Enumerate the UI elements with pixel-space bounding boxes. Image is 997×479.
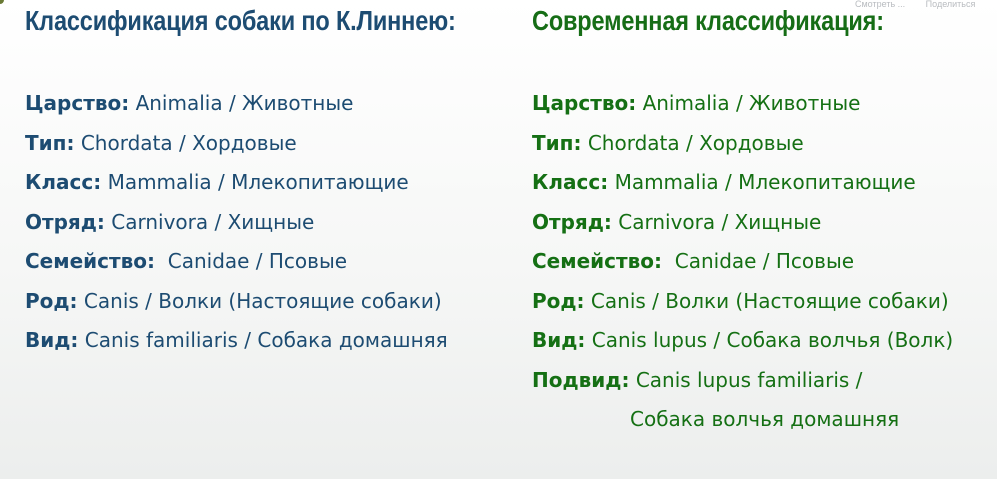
rank-row-family <box>25 246 448 286</box>
linnaeus-title: Классификация собаки по К.Линнею: <box>25 5 456 36</box>
rank-value: Canis familiaris / Собака домашняя <box>84 328 448 352</box>
rank-row-order <box>532 207 953 247</box>
rank-label: Род: <box>532 288 585 313</box>
rank-row-phylum <box>532 128 953 168</box>
rank-label: Класс: <box>532 170 609 194</box>
corner-mark <box>0 0 4 4</box>
rank-row-kingdom <box>532 88 953 128</box>
subspecies-continuation <box>532 404 953 444</box>
linnaeus-rank-list <box>25 88 448 365</box>
modern-title: Современная классификация: <box>532 5 884 36</box>
rank-value: Canidae / Псовые <box>674 249 855 273</box>
rank-value: Animalia / Животные <box>642 91 861 115</box>
rank-label: Класс: <box>25 170 102 194</box>
rank-value: Canis / Волки (Настоящие собаки) <box>83 288 442 313</box>
rank-value: Chordata / Хордовые <box>80 130 297 155</box>
rank-row-kingdom <box>25 88 448 128</box>
rank-row-species <box>25 325 448 365</box>
rank-label: Род: <box>25 288 78 313</box>
rank-label: Царство: <box>532 91 637 115</box>
rank-value: Carnivora / Хищные <box>111 209 315 234</box>
rank-row-genus <box>532 286 953 326</box>
rank-value-continuation: Собака волчья домашняя <box>630 407 900 431</box>
rank-value: Canis lupus / Собака волчья (Волк) <box>591 328 954 352</box>
rank-label: Тип: <box>25 130 75 155</box>
rank-row-family <box>532 246 953 286</box>
rank-label: Семейство: <box>25 249 156 273</box>
rank-row-genus <box>25 286 448 326</box>
modern-rank-list <box>532 88 953 444</box>
rank-label: Семейство: <box>532 249 663 273</box>
rank-value: Canis lupus familiaris / <box>635 367 863 392</box>
rank-value: Canis / Волки (Настоящие собаки) <box>590 288 949 313</box>
rank-label: Вид: <box>25 328 79 352</box>
rank-value: Canidae / Псовые <box>167 249 348 273</box>
rank-label: Тип: <box>532 130 582 155</box>
rank-value: Chordata / Хордовые <box>587 130 804 155</box>
rank-value: Animalia / Животные <box>135 91 354 115</box>
rank-row-class <box>532 167 953 207</box>
rank-row-order <box>25 207 448 247</box>
rank-row-species <box>532 325 953 365</box>
rank-value: Mammalia / Млекопитающие <box>107 170 409 194</box>
overlay-watch-later[interactable]: Смотреть ... <box>855 0 906 9</box>
overlay-share[interactable]: Поделиться <box>925 0 976 9</box>
rank-value: Mammalia / Млекопитающие <box>614 170 916 194</box>
rank-label: Отряд: <box>532 209 612 234</box>
rank-row-phylum <box>25 128 448 168</box>
rank-row-class <box>25 167 448 207</box>
rank-row-subspecies <box>532 365 953 405</box>
rank-label: Отряд: <box>25 209 105 234</box>
rank-value: Carnivora / Хищные <box>618 209 822 234</box>
rank-label: Вид: <box>532 328 586 352</box>
rank-label: Царство: <box>25 91 130 115</box>
rank-label: Подвид: <box>532 367 630 392</box>
